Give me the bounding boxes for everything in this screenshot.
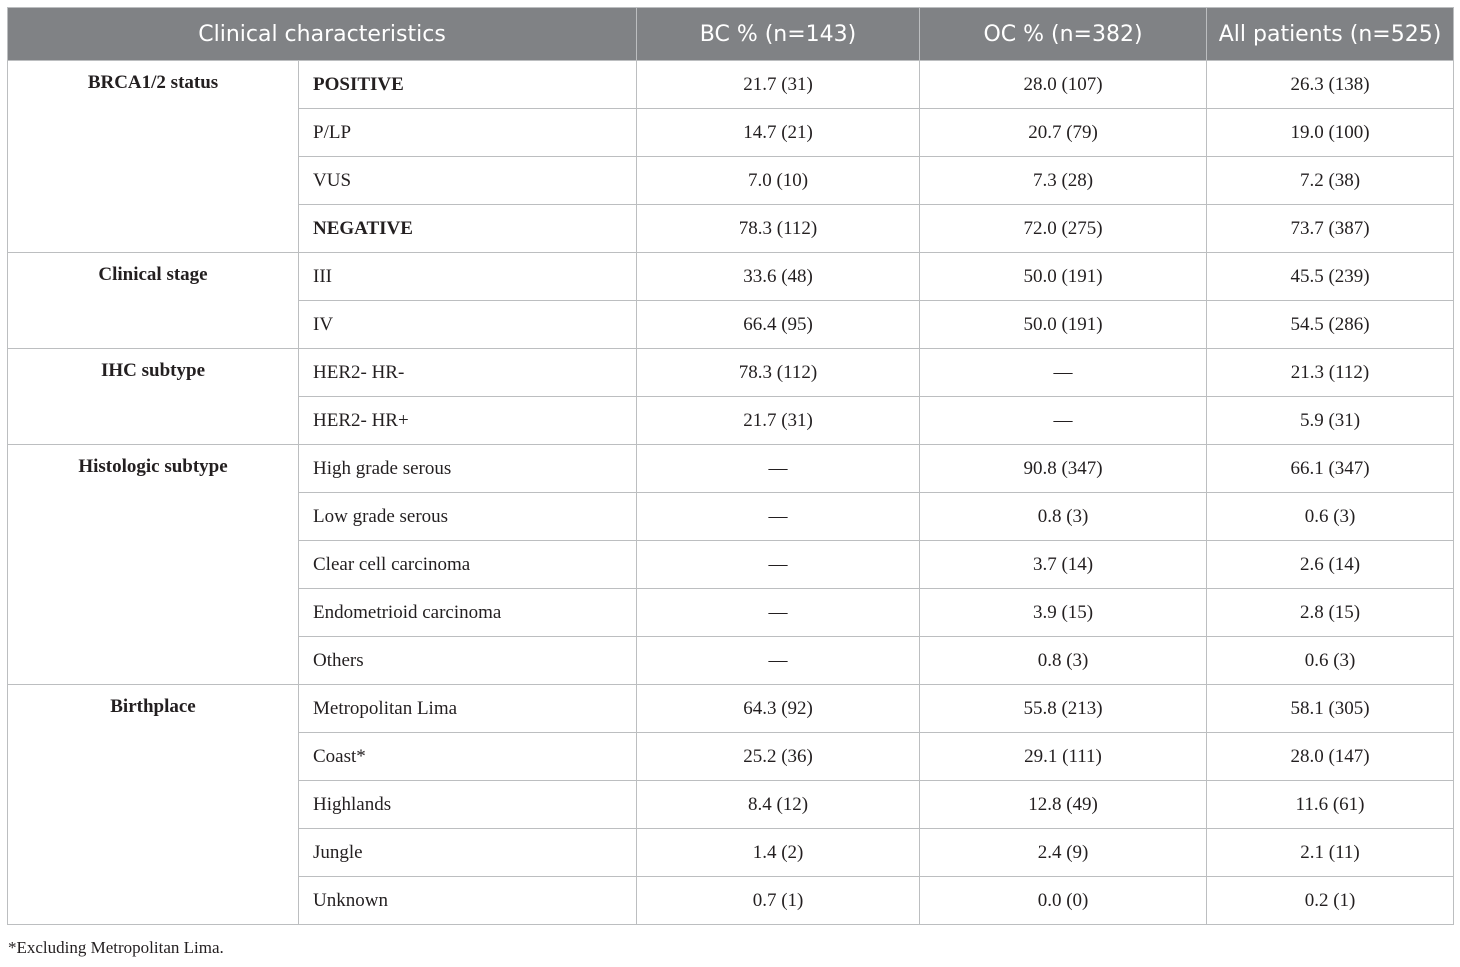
bc-value: 33.6 (48) [637, 253, 920, 301]
bc-value: 14.7 (21) [637, 109, 920, 157]
oc-value: 28.0 (107) [920, 61, 1207, 109]
all-patients-value: 58.1 (305) [1207, 685, 1454, 733]
bc-value: 78.3 (112) [637, 205, 920, 253]
all-patients-value: 28.0 (147) [1207, 733, 1454, 781]
bc-value: 78.3 (112) [637, 349, 920, 397]
table-row [8, 349, 1454, 397]
oc-value: 72.0 (275) [920, 205, 1207, 253]
row-label: P/LP [299, 109, 637, 157]
group-label: Histologic subtype [8, 445, 299, 685]
bc-value: 21.7 (31) [637, 61, 920, 109]
clinical-characteristics-table [7, 7, 1454, 925]
all-patients-value: 73.7 (387) [1207, 205, 1454, 253]
row-label: Clear cell carcinoma [299, 541, 637, 589]
table-body [8, 61, 1454, 925]
all-patients-value: 5.9 (31) [1207, 397, 1454, 445]
oc-value: — [920, 397, 1207, 445]
oc-value: 0.8 (3) [920, 493, 1207, 541]
bc-value: 25.2 (36) [637, 733, 920, 781]
all-patients-value: 26.3 (138) [1207, 61, 1454, 109]
all-patients-value: 7.2 (38) [1207, 157, 1454, 205]
row-label: Jungle [299, 829, 637, 877]
row-label: III [299, 253, 637, 301]
all-patients-value: 0.6 (3) [1207, 637, 1454, 685]
oc-value: — [920, 349, 1207, 397]
table-footnote: *Excluding Metropolitan Lima. [8, 938, 224, 957]
row-label: Coast* [299, 733, 637, 781]
group-label: Birthplace [8, 685, 299, 925]
bc-value: — [637, 493, 920, 541]
row-label: Unknown [299, 877, 637, 925]
row-label: Others [299, 637, 637, 685]
row-label: VUS [299, 157, 637, 205]
oc-value: 90.8 (347) [920, 445, 1207, 493]
group-label: Clinical stage [8, 253, 299, 349]
oc-value: 12.8 (49) [920, 781, 1207, 829]
oc-value: 0.8 (3) [920, 637, 1207, 685]
all-patients-value: 0.6 (3) [1207, 493, 1454, 541]
row-label: NEGATIVE [299, 205, 637, 253]
header-all-patients: All patients (n=525) [1207, 8, 1454, 61]
all-patients-value: 11.6 (61) [1207, 781, 1454, 829]
bc-value: — [637, 637, 920, 685]
header-oc: OC % (n=382) [920, 8, 1207, 61]
oc-value: 20.7 (79) [920, 109, 1207, 157]
group-label: IHC subtype [8, 349, 299, 445]
table-row [8, 445, 1454, 493]
group-label: BRCA1/2 status [8, 61, 299, 253]
oc-value: 50.0 (191) [920, 253, 1207, 301]
all-patients-value: 2.8 (15) [1207, 589, 1454, 637]
row-label: High grade serous [299, 445, 637, 493]
all-patients-value: 19.0 (100) [1207, 109, 1454, 157]
bc-value: — [637, 589, 920, 637]
oc-value: 50.0 (191) [920, 301, 1207, 349]
header-row [8, 8, 1454, 61]
oc-value: 0.0 (0) [920, 877, 1207, 925]
bc-value: 1.4 (2) [637, 829, 920, 877]
oc-value: 7.3 (28) [920, 157, 1207, 205]
header-clinical-characteristics: Clinical characteristics [8, 8, 637, 61]
oc-value: 3.9 (15) [920, 589, 1207, 637]
oc-value: 55.8 (213) [920, 685, 1207, 733]
row-label: Metropolitan Lima [299, 685, 637, 733]
bc-value: — [637, 445, 920, 493]
table-row [8, 61, 1454, 109]
table-row [8, 253, 1454, 301]
bc-value: 7.0 (10) [637, 157, 920, 205]
header-bc: BC % (n=143) [637, 8, 920, 61]
oc-value: 3.7 (14) [920, 541, 1207, 589]
table-row [8, 685, 1454, 733]
row-label: Low grade serous [299, 493, 637, 541]
all-patients-value: 2.1 (11) [1207, 829, 1454, 877]
row-label: Highlands [299, 781, 637, 829]
oc-value: 29.1 (111) [920, 733, 1207, 781]
all-patients-value: 0.2 (1) [1207, 877, 1454, 925]
bc-value: 21.7 (31) [637, 397, 920, 445]
row-label: Endometrioid carcinoma [299, 589, 637, 637]
all-patients-value: 54.5 (286) [1207, 301, 1454, 349]
row-label: HER2- HR- [299, 349, 637, 397]
row-label: IV [299, 301, 637, 349]
bc-value: 64.3 (92) [637, 685, 920, 733]
all-patients-value: 45.5 (239) [1207, 253, 1454, 301]
row-label: HER2- HR+ [299, 397, 637, 445]
bc-value: 0.7 (1) [637, 877, 920, 925]
row-label: POSITIVE [299, 61, 637, 109]
oc-value: 2.4 (9) [920, 829, 1207, 877]
bc-value: — [637, 541, 920, 589]
all-patients-value: 2.6 (14) [1207, 541, 1454, 589]
bc-value: 66.4 (95) [637, 301, 920, 349]
all-patients-value: 21.3 (112) [1207, 349, 1454, 397]
all-patients-value: 66.1 (347) [1207, 445, 1454, 493]
bc-value: 8.4 (12) [637, 781, 920, 829]
